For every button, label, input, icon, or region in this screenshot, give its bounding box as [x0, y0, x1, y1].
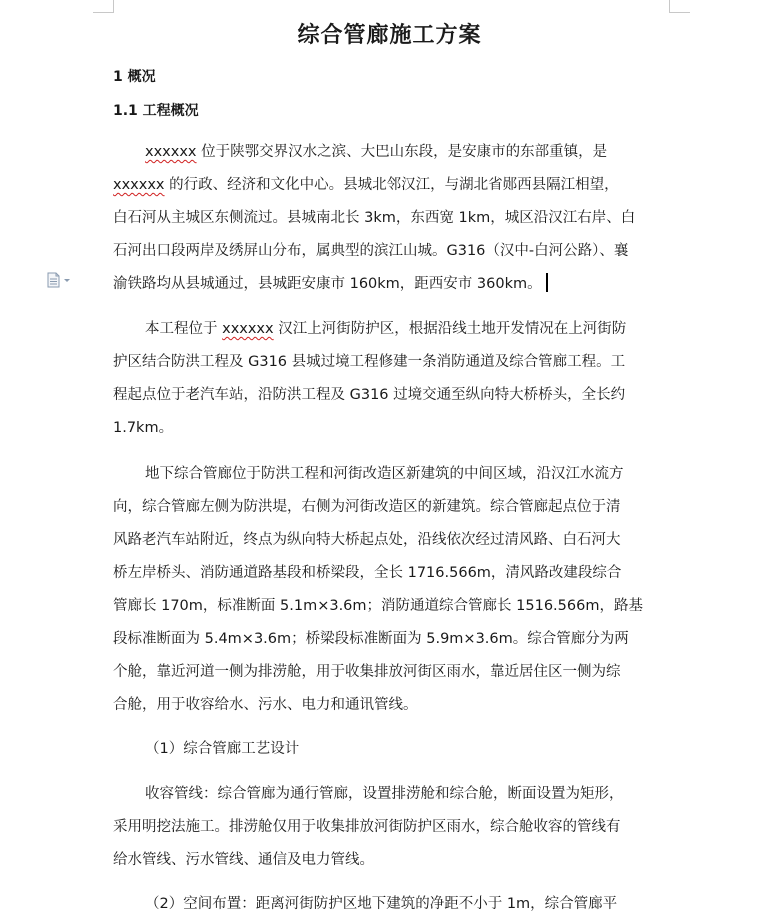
spellcheck-underline: xxxxxx: [113, 177, 165, 193]
text-line-rest: 位于陕鄂交界汉水之滨、大巴山东段，是安康市的东部重镇，是: [196, 144, 608, 160]
text-line: 管廊长 170m，标准断面 5.1m×3.6m；消防通道综合管廊长 1516.566m，路基: [113, 598, 643, 614]
text-line-start: 本工程位于: [145, 321, 223, 337]
text-line: 向，综合管廊左侧为防洪堤，右侧为河街改造区的新建筑。综合管廊起点位于清: [113, 499, 621, 515]
paragraph-overview-location: [113, 136, 673, 301]
paragraph-pipelines: [113, 778, 673, 877]
text-line: 地下综合管廊位于防洪工程和河街改造区新建筑的中间区域，沿汉江水流方: [145, 466, 624, 482]
text-line: [113, 313, 673, 346]
text-line: 1.7km。: [113, 420, 174, 436]
text-line-rest: 的行政、经济和文化中心。县城北邻汉江，与湖北省郧西县隔江相望，: [164, 177, 619, 193]
text-line: [113, 169, 673, 202]
text-line-content: 渝铁路均从县城通过，县城距安康市 160km，距西安市 360km。: [113, 276, 542, 292]
heading-level-1: 1 概况: [113, 69, 156, 85]
text-line: （1）综合管廊工艺设计: [145, 741, 300, 757]
paragraph-space-layout: [113, 888, 673, 917]
text-line: 程起点位于老汽车站，沿防洪工程及 G316 过境交通至纵向特大桥桥头，全长约: [113, 387, 626, 403]
text-line: 收容管线：综合管廊为通行管廊，设置排涝舱和综合舱，断面设置为矩形，: [145, 786, 624, 802]
document-dropdown-icon[interactable]: [46, 272, 74, 288]
text-line-rest: 汉江上河街防护区，根据沿线土地开发情况在上河街防: [273, 321, 627, 337]
text-line: 护区结合防洪工程及 G316 县城过境工程修建一条消防通道及综合管廊工程。工: [113, 354, 626, 370]
text-line: 桥左岸桥头、消防通道路基段和桥梁段，全长 1716.566m，清风路改建段综合: [113, 565, 622, 581]
document-title: 综合管廊施工方案: [297, 23, 482, 48]
heading-level-2: 1.1 工程概况: [113, 103, 199, 119]
text-line: 石河出口段两岸及绣屏山分布，属典型的滨江山城。G316（汉中-白河公路）、襄: [113, 243, 629, 259]
text-line-with-caret[interactable]: [113, 268, 673, 301]
subheading-process-design: [113, 733, 673, 766]
crop-mark-top-left: [93, 0, 114, 13]
text-line: 给水管线、污水管线、通信及电力管线。: [113, 852, 374, 868]
crop-mark-top-right: [669, 0, 690, 13]
text-line: 白石河从主城区东侧流过。县城南北长 3km，东西宽 1km，城区沿汉江右岸、白: [113, 210, 636, 226]
text-line: 段标准断面为 5.4m×3.6m；桥梁段标准断面为 5.9m×3.6m。综合管廊分为两: [113, 631, 629, 647]
text-line: [113, 136, 673, 169]
spellcheck-underline: xxxxxx: [145, 144, 197, 160]
text-cursor: [546, 273, 548, 292]
text-line: 合舱，用于收容给水、污水、电力和通讯管线。: [113, 697, 418, 713]
text-line: 采用明挖法施工。排涝舱仅用于收集排放河街防护区雨水，综合舱收容的管线有: [113, 819, 621, 835]
text-line: 个舱，靠近河道一侧为排涝舱，用于收集排放河街区雨水，靠近居住区一侧为综: [113, 664, 621, 680]
text-line: （2）空间布置：距离河街防护区地下建筑的净距不小于 1m，综合管廊平: [145, 896, 618, 912]
text-line: 风路老汽车站附近，终点为纵向特大桥起点处，沿线依次经过清风路、白石河大: [113, 532, 621, 548]
spellcheck-underline: xxxxxx: [222, 321, 274, 337]
paragraph-project-location: [113, 313, 673, 445]
paragraph-utility-tunnel: [113, 458, 673, 722]
